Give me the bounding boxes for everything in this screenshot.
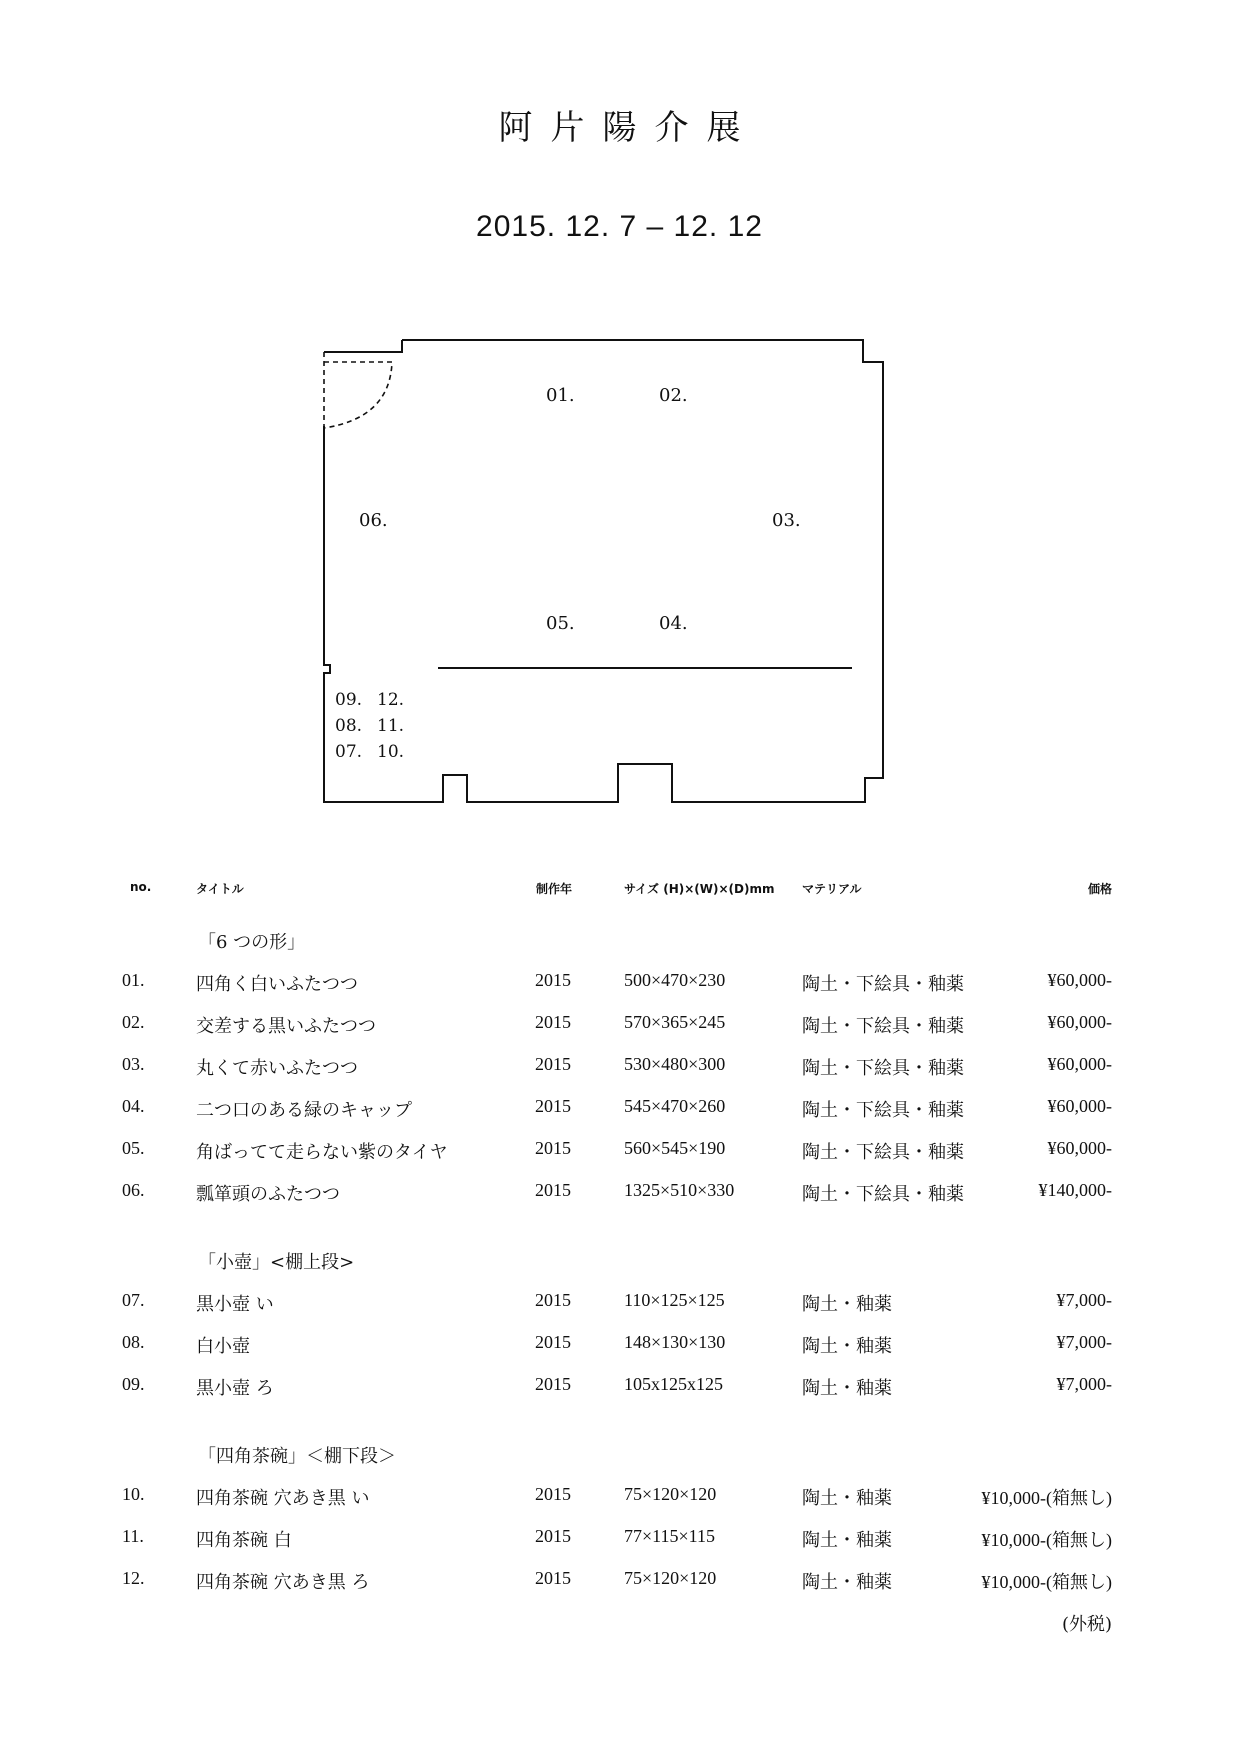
row-size: 75×120×120 [624, 1484, 717, 1504]
row-no: 07. [122, 1290, 145, 1310]
row-no: 06. [122, 1180, 145, 1200]
row-no: 08. [122, 1332, 145, 1352]
plan-label-01: 01. [546, 385, 575, 406]
row-no: 05. [122, 1138, 145, 1158]
row-year: 2015 [535, 1012, 571, 1032]
row-price: ¥10,000-(箱無し) [981, 1530, 1112, 1550]
header-material: マテリアル [802, 882, 862, 896]
header-year: 制作年 [536, 882, 573, 896]
row-year: 2015 [535, 1526, 571, 1546]
row-no: 10. [122, 1484, 145, 1504]
row-title: 四角茶碗 白 [196, 1530, 292, 1551]
row-year: 2015 [535, 1374, 571, 1394]
shelf-label-11: 11. [377, 716, 405, 736]
row-year: 2015 [535, 1290, 571, 1310]
row-no: 04. [122, 1096, 145, 1116]
row-year: 2015 [535, 1054, 571, 1074]
group-heading: 「小壺」<棚上段> [198, 1252, 355, 1273]
row-price: ¥60,000- [1047, 1054, 1112, 1074]
header-no: no. [130, 880, 152, 894]
row-year: 2015 [535, 1180, 571, 1200]
row-no: 09. [122, 1374, 145, 1394]
row-size: 148×130×130 [624, 1332, 726, 1352]
exhibition-title: 阿片陽介展 [498, 108, 759, 148]
row-title: 四角茶碗 穴あき黒 ろ [196, 1572, 370, 1593]
row-price: ¥7,000- [1056, 1332, 1112, 1352]
row-size: 560×545×190 [624, 1138, 726, 1158]
row-no: 02. [122, 1012, 145, 1032]
row-material: 陶土・釉薬 [802, 1488, 892, 1509]
plan-label-03: 03. [772, 510, 801, 531]
row-price: ¥10,000-(箱無し) [981, 1572, 1112, 1592]
row-title: 交差する黒いふたつつ [196, 1016, 376, 1037]
row-material: 陶土・下絵具・釉薬 [802, 1016, 964, 1037]
row-title: 四角茶碗 穴あき黒 い [196, 1488, 370, 1509]
door-swing [324, 362, 392, 428]
row-no: 12. [122, 1568, 145, 1588]
row-size: 570×365×245 [624, 1012, 726, 1032]
header-size: サイズ (H)×(W)×(D)mm [624, 882, 775, 896]
row-size: 1325×510×330 [624, 1180, 735, 1200]
header-price: 価格 [1087, 882, 1112, 896]
row-year: 2015 [535, 1332, 571, 1352]
row-size: 77×115×115 [624, 1526, 715, 1546]
row-material: 陶土・釉薬 [802, 1336, 892, 1357]
room-walls [324, 340, 883, 802]
row-year: 2015 [535, 1096, 571, 1116]
row-size: 110×125×125 [624, 1290, 725, 1310]
row-year: 2015 [535, 1568, 571, 1588]
plan-label-04: 04. [659, 613, 688, 634]
row-price: ¥140,000- [1038, 1180, 1112, 1200]
row-price: ¥7,000- [1056, 1374, 1112, 1394]
row-no: 01. [122, 970, 145, 990]
row-material: 陶土・下絵具・釉薬 [802, 1142, 964, 1163]
row-title: 丸くて赤いふたつつ [196, 1058, 358, 1079]
plan-label-05: 05. [546, 613, 575, 634]
row-material: 陶土・釉薬 [802, 1530, 892, 1551]
shelf-label-07: 07. [335, 742, 363, 762]
shelf-label-08: 08. [335, 716, 363, 736]
row-price: ¥60,000- [1047, 1096, 1112, 1116]
row-title: 四角く白いふたつつ [196, 974, 358, 995]
row-no: 11. [122, 1526, 144, 1546]
row-material: 陶土・釉薬 [802, 1378, 892, 1399]
row-price: ¥60,000- [1047, 970, 1112, 990]
row-size: 530×480×300 [624, 1054, 726, 1074]
row-material: 陶土・釉薬 [802, 1294, 892, 1315]
row-title: 黒小壺 ろ [196, 1378, 274, 1399]
row-material: 陶土・釉薬 [802, 1572, 892, 1593]
plan-label-02: 02. [659, 385, 688, 406]
row-price: ¥60,000- [1047, 1012, 1112, 1032]
row-material: 陶土・下絵具・釉薬 [802, 974, 964, 995]
plan-label-06: 06. [359, 510, 388, 531]
shelf-label-12: 12. [377, 690, 405, 710]
shelf-label-09: 09. [335, 690, 363, 710]
row-title: 二つ口のある緑のキャップ [196, 1100, 412, 1121]
row-price: ¥10,000-(箱無し) [981, 1488, 1112, 1508]
row-size: 500×470×230 [624, 970, 726, 990]
room-walls-top [324, 340, 402, 352]
row-material: 陶土・下絵具・釉薬 [802, 1184, 964, 1205]
floor-plan [300, 330, 900, 810]
row-size: 545×470×260 [624, 1096, 726, 1116]
row-year: 2015 [535, 970, 571, 990]
row-title: 白小壺 [196, 1336, 250, 1357]
row-size: 75×120×120 [624, 1568, 717, 1588]
row-no: 03. [122, 1054, 145, 1074]
row-price: ¥7,000- [1056, 1290, 1112, 1310]
row-price: ¥60,000- [1047, 1138, 1112, 1158]
floor-plan-outline [300, 330, 900, 810]
header-title: タイトル [196, 882, 244, 896]
row-material: 陶土・下絵具・釉薬 [802, 1100, 964, 1121]
row-size: 105x125x125 [624, 1374, 723, 1394]
row-year: 2015 [535, 1138, 571, 1158]
row-title: 瓢箪頭のふたつつ [196, 1184, 340, 1205]
row-title: 角ばってて走らない紫のタイヤ [196, 1142, 448, 1163]
tax-note: (外税) [1061, 1614, 1112, 1635]
row-year: 2015 [535, 1484, 571, 1504]
shelf-label-10: 10. [377, 742, 405, 762]
row-title: 黒小壺 い [196, 1294, 274, 1315]
exhibition-dates: 2015. 12. 7 – 12. 12 [476, 210, 763, 243]
group-heading: 「四角茶碗」＜棚下段＞ [198, 1446, 396, 1467]
group-heading: 「6 つの形」 [198, 932, 306, 953]
row-material: 陶土・下絵具・釉薬 [802, 1058, 964, 1079]
